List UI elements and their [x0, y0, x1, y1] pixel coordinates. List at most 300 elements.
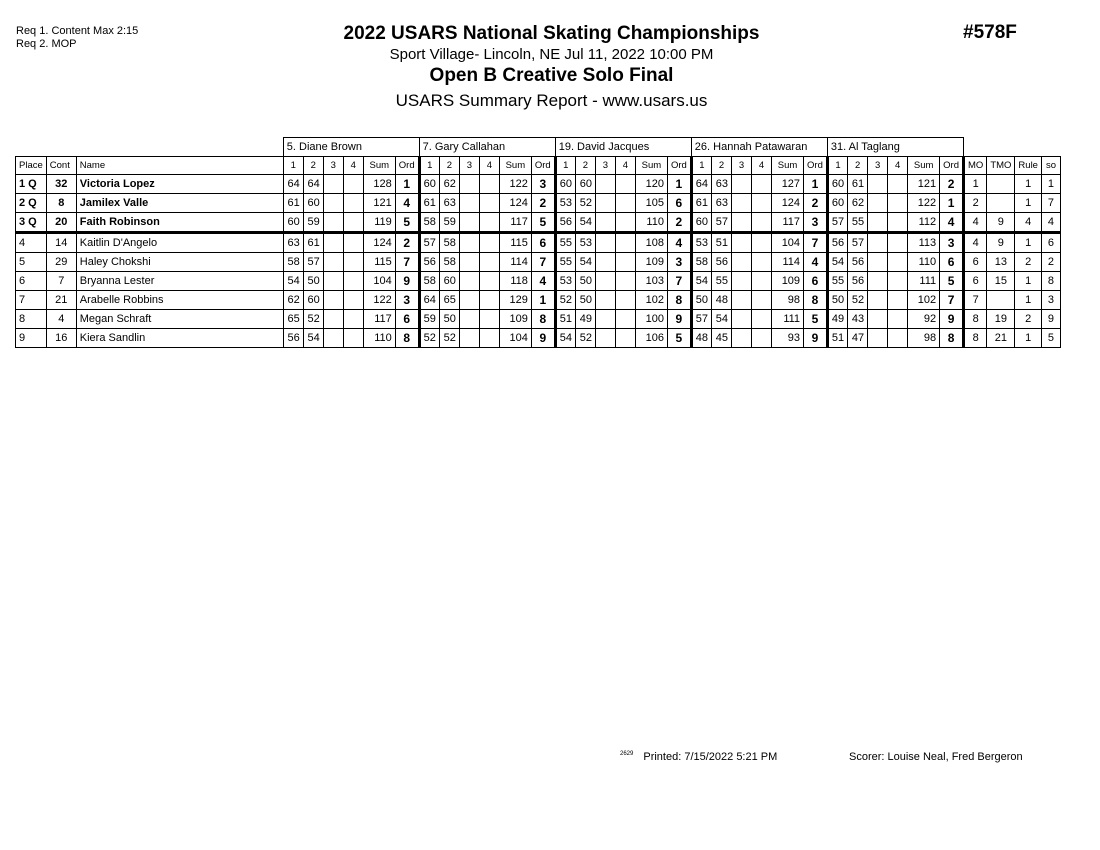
tmo-cell: 9	[987, 213, 1015, 233]
ord-cell: 5	[940, 272, 964, 291]
col-sum: Sum	[499, 157, 531, 175]
score-4-cell	[888, 253, 908, 272]
score-3-cell	[868, 272, 888, 291]
score-1-cell: 61	[419, 194, 439, 213]
score-1-cell: 58	[419, 272, 439, 291]
score-2-cell: 62	[439, 175, 459, 194]
ord-cell: 6	[395, 310, 419, 329]
score-4-cell	[752, 233, 772, 253]
sum-cell: 106	[635, 329, 667, 348]
score-2-cell: 58	[439, 233, 459, 253]
score-4-cell	[888, 213, 908, 233]
score-2-cell: 57	[712, 213, 732, 233]
ord-cell: 2	[940, 175, 964, 194]
score-1-cell: 48	[691, 329, 711, 348]
score-2-cell: 48	[712, 291, 732, 310]
col-sum: Sum	[908, 157, 940, 175]
col-score-2: 2	[575, 157, 595, 175]
score-1-cell: 60	[419, 175, 439, 194]
score-3-cell	[459, 213, 479, 233]
sum-cell: 121	[363, 194, 395, 213]
score-4-cell	[479, 291, 499, 310]
score-1-cell: 55	[555, 233, 575, 253]
rule-cell: 1	[1015, 272, 1042, 291]
sum-cell: 98	[772, 291, 804, 310]
sum-cell: 122	[499, 175, 531, 194]
score-2-cell: 45	[712, 329, 732, 348]
score-3-cell	[323, 175, 343, 194]
mo-cell: 8	[964, 329, 987, 348]
score-2-cell: 52	[439, 329, 459, 348]
judge-name: 26. Hannah Patawaran	[691, 138, 827, 157]
ord-cell: 4	[395, 194, 419, 213]
place-cell: 5	[16, 253, 47, 272]
score-4-cell	[343, 329, 363, 348]
so-cell: 9	[1041, 310, 1060, 329]
score-4-cell	[479, 310, 499, 329]
score-1-cell: 51	[827, 329, 847, 348]
score-2-cell: 50	[575, 291, 595, 310]
col-sum: Sum	[635, 157, 667, 175]
score-1-cell: 64	[419, 291, 439, 310]
score-3-cell	[459, 233, 479, 253]
ord-cell: 9	[667, 310, 691, 329]
col-ord: Ord	[940, 157, 964, 175]
ord-cell: 8	[395, 329, 419, 348]
ord-cell: 9	[804, 329, 828, 348]
cont-cell: 7	[46, 272, 76, 291]
ord-cell: 9	[531, 329, 555, 348]
ord-cell: 4	[667, 233, 691, 253]
sum-cell: 98	[908, 329, 940, 348]
score-2-cell: 52	[303, 310, 323, 329]
rule-cell: 1	[1015, 329, 1042, 348]
col-sum: Sum	[363, 157, 395, 175]
name-cell: Haley Chokshi	[76, 253, 283, 272]
score-4-cell	[343, 272, 363, 291]
score-1-cell: 58	[691, 253, 711, 272]
score-3-cell	[323, 194, 343, 213]
sum-cell: 124	[772, 194, 804, 213]
score-3-cell	[323, 253, 343, 272]
col-place: Place	[16, 157, 47, 175]
score-2-cell: 49	[575, 310, 595, 329]
judge-name: 31. Al Taglang	[827, 138, 963, 157]
sum-cell: 100	[635, 310, 667, 329]
score-3-cell	[323, 233, 343, 253]
col-score-2: 2	[848, 157, 868, 175]
score-4-cell	[888, 310, 908, 329]
sum-cell: 109	[499, 310, 531, 329]
score-2-cell: 52	[848, 291, 868, 310]
ord-cell: 1	[667, 175, 691, 194]
score-2-cell: 54	[575, 213, 595, 233]
score-4-cell	[888, 329, 908, 348]
col-sum: Sum	[772, 157, 804, 175]
ord-cell: 2	[804, 194, 828, 213]
cont-cell: 14	[46, 233, 76, 253]
result-row	[16, 291, 1061, 310]
score-2-cell: 56	[848, 272, 868, 291]
place-cell: 9	[16, 329, 47, 348]
sum-cell: 117	[363, 310, 395, 329]
score-2-cell: 51	[712, 233, 732, 253]
ord-cell: 6	[940, 253, 964, 272]
score-4-cell	[615, 310, 635, 329]
score-1-cell: 55	[827, 272, 847, 291]
name-cell: Faith Robinson	[76, 213, 283, 233]
cont-cell: 20	[46, 213, 76, 233]
col-score-4: 4	[479, 157, 499, 175]
venue-line: Sport Village- Lincoln, NE Jul 11, 2022 10:00 PM	[389, 46, 714, 63]
score-2-cell: 61	[303, 233, 323, 253]
ord-cell: 5	[531, 213, 555, 233]
name-cell: Jamilex Valle	[76, 194, 283, 213]
requirement-1: Req 1. Content Max 2:15	[16, 25, 139, 37]
mo-cell: 6	[964, 272, 987, 291]
score-1-cell: 53	[555, 272, 575, 291]
col-ord: Ord	[667, 157, 691, 175]
score-1-cell: 56	[827, 233, 847, 253]
score-1-cell: 56	[555, 213, 575, 233]
cont-cell: 16	[46, 329, 76, 348]
score-2-cell: 63	[439, 194, 459, 213]
sum-cell: 113	[908, 233, 940, 253]
so-cell: 7	[1041, 194, 1060, 213]
score-1-cell: 53	[555, 194, 575, 213]
result-row	[16, 272, 1061, 291]
col-score-1: 1	[283, 157, 303, 175]
sum-cell: 122	[908, 194, 940, 213]
score-2-cell: 54	[712, 310, 732, 329]
score-4-cell	[343, 194, 363, 213]
ord-cell: 7	[804, 233, 828, 253]
mo-cell: 8	[964, 310, 987, 329]
score-2-cell: 60	[303, 194, 323, 213]
col-ord: Ord	[531, 157, 555, 175]
score-1-cell: 64	[691, 175, 711, 194]
cont-cell: 4	[46, 310, 76, 329]
score-2-cell: 62	[848, 194, 868, 213]
ord-cell: 7	[531, 253, 555, 272]
score-2-cell: 55	[712, 272, 732, 291]
score-2-cell: 50	[303, 272, 323, 291]
score-2-cell: 58	[439, 253, 459, 272]
score-3-cell	[732, 175, 752, 194]
score-3-cell	[323, 213, 343, 233]
rule-cell: 1	[1015, 233, 1042, 253]
score-3-cell	[732, 253, 752, 272]
sum-cell: 92	[908, 310, 940, 329]
score-4-cell	[615, 291, 635, 310]
score-1-cell: 51	[555, 310, 575, 329]
ord-cell: 8	[531, 310, 555, 329]
score-4-cell	[615, 272, 635, 291]
col-so: so	[1041, 157, 1060, 175]
so-cell: 3	[1041, 291, 1060, 310]
score-2-cell: 54	[303, 329, 323, 348]
sum-cell: 109	[635, 253, 667, 272]
score-3-cell	[459, 329, 479, 348]
sum-cell: 105	[635, 194, 667, 213]
tmo-cell	[987, 194, 1015, 213]
score-3-cell	[459, 175, 479, 194]
ord-cell: 4	[531, 272, 555, 291]
rule-cell: 4	[1015, 213, 1042, 233]
score-4-cell	[888, 272, 908, 291]
ord-cell: 5	[804, 310, 828, 329]
score-1-cell: 59	[419, 310, 439, 329]
sum-cell: 93	[772, 329, 804, 348]
place-cell: 1 Q	[16, 175, 47, 194]
score-1-cell: 60	[827, 175, 847, 194]
score-4-cell	[479, 175, 499, 194]
score-3-cell	[595, 329, 615, 348]
score-2-cell: 61	[848, 175, 868, 194]
requirements	[16, 25, 138, 51]
col-score-2: 2	[439, 157, 459, 175]
score-4-cell	[615, 175, 635, 194]
ord-cell: 1	[804, 175, 828, 194]
col-score-4: 4	[343, 157, 363, 175]
ord-cell: 1	[940, 194, 964, 213]
ord-cell: 1	[395, 175, 419, 194]
col-ord: Ord	[395, 157, 419, 175]
score-1-cell: 64	[283, 175, 303, 194]
name-cell: Kaitlin D'Angelo	[76, 233, 283, 253]
sum-cell: 117	[772, 213, 804, 233]
score-2-cell: 60	[575, 175, 595, 194]
score-3-cell	[732, 310, 752, 329]
score-1-cell: 54	[283, 272, 303, 291]
place-cell: 3 Q	[16, 213, 47, 233]
score-4-cell	[479, 213, 499, 233]
score-1-cell: 61	[283, 194, 303, 213]
judge-name: 5. Diane Brown	[283, 138, 419, 157]
cont-cell: 29	[46, 253, 76, 272]
tmo-cell: 15	[987, 272, 1015, 291]
mo-cell: 6	[964, 253, 987, 272]
cont-cell: 32	[46, 175, 76, 194]
score-4-cell	[479, 194, 499, 213]
score-2-cell: 56	[848, 253, 868, 272]
score-2-cell: 43	[848, 310, 868, 329]
score-2-cell: 63	[712, 194, 732, 213]
score-4-cell	[752, 253, 772, 272]
score-1-cell: 50	[691, 291, 711, 310]
mo-cell: 4	[964, 233, 987, 253]
score-4-cell	[615, 329, 635, 348]
sum-cell: 104	[499, 329, 531, 348]
so-cell: 4	[1041, 213, 1060, 233]
score-1-cell: 54	[555, 329, 575, 348]
col-score-1: 1	[555, 157, 575, 175]
score-4-cell	[615, 233, 635, 253]
name-cell: Bryanna Lester	[76, 272, 283, 291]
score-3-cell	[868, 175, 888, 194]
mo-cell: 2	[964, 194, 987, 213]
name-cell: Victoria Lopez	[76, 175, 283, 194]
col-rule: Rule	[1015, 157, 1042, 175]
col-score-3: 3	[868, 157, 888, 175]
championship-title: 2022 USARS National Skating Championships	[343, 23, 760, 44]
sum-cell: 128	[363, 175, 395, 194]
score-3-cell	[595, 213, 615, 233]
score-4-cell	[615, 253, 635, 272]
score-2-cell: 57	[848, 233, 868, 253]
report-code: 2629	[620, 751, 634, 757]
score-3-cell	[459, 253, 479, 272]
score-3-cell	[595, 175, 615, 194]
score-3-cell	[732, 329, 752, 348]
ord-cell: 7	[940, 291, 964, 310]
score-4-cell	[888, 194, 908, 213]
ord-cell: 6	[667, 194, 691, 213]
score-3-cell	[732, 194, 752, 213]
score-3-cell	[732, 272, 752, 291]
ord-cell: 5	[667, 329, 691, 348]
result-row	[16, 175, 1061, 194]
score-3-cell	[595, 310, 615, 329]
column-header-row	[16, 157, 1061, 175]
place-cell: 6	[16, 272, 47, 291]
score-3-cell	[459, 310, 479, 329]
score-4-cell	[343, 291, 363, 310]
tmo-cell: 19	[987, 310, 1015, 329]
score-3-cell	[595, 272, 615, 291]
printed-info	[620, 751, 777, 763]
score-4-cell	[752, 272, 772, 291]
result-row	[16, 310, 1061, 329]
score-1-cell: 55	[555, 253, 575, 272]
ord-cell: 7	[395, 253, 419, 272]
col-tmo: TMO	[987, 157, 1015, 175]
col-score-3: 3	[732, 157, 752, 175]
so-cell: 6	[1041, 233, 1060, 253]
sum-cell: 114	[499, 253, 531, 272]
sum-cell: 117	[499, 213, 531, 233]
sum-cell: 121	[908, 175, 940, 194]
ord-cell: 6	[531, 233, 555, 253]
score-1-cell: 56	[419, 253, 439, 272]
ord-cell: 1	[531, 291, 555, 310]
score-4-cell	[343, 175, 363, 194]
score-2-cell: 59	[303, 213, 323, 233]
col-mo: MO	[964, 157, 987, 175]
sum-cell: 120	[635, 175, 667, 194]
ord-cell: 9	[940, 310, 964, 329]
result-row	[16, 233, 1061, 253]
ord-cell: 6	[804, 272, 828, 291]
score-2-cell: 60	[439, 272, 459, 291]
result-row	[16, 213, 1061, 233]
score-1-cell: 52	[555, 291, 575, 310]
score-4-cell	[615, 213, 635, 233]
result-row	[16, 253, 1061, 272]
place-cell: 7	[16, 291, 47, 310]
score-3-cell	[595, 233, 615, 253]
place-cell: 2 Q	[16, 194, 47, 213]
sum-cell: 129	[499, 291, 531, 310]
tmo-cell	[987, 291, 1015, 310]
event-number: #578F	[963, 22, 1017, 43]
sum-cell: 110	[635, 213, 667, 233]
score-3-cell	[732, 213, 752, 233]
mo-cell: 1	[964, 175, 987, 194]
score-2-cell: 50	[439, 310, 459, 329]
score-1-cell: 54	[827, 253, 847, 272]
score-3-cell	[459, 272, 479, 291]
score-2-cell: 65	[439, 291, 459, 310]
score-3-cell	[868, 329, 888, 348]
score-3-cell	[459, 194, 479, 213]
score-4-cell	[752, 329, 772, 348]
score-3-cell	[868, 213, 888, 233]
sum-cell: 119	[363, 213, 395, 233]
tmo-cell: 21	[987, 329, 1015, 348]
mo-cell: 4	[964, 213, 987, 233]
score-3-cell	[868, 291, 888, 310]
score-1-cell: 57	[691, 310, 711, 329]
sum-cell: 108	[635, 233, 667, 253]
report-header	[300, 22, 803, 112]
ord-cell: 3	[531, 175, 555, 194]
sum-cell: 111	[772, 310, 804, 329]
score-4-cell	[752, 213, 772, 233]
sum-cell: 110	[908, 253, 940, 272]
score-3-cell	[595, 253, 615, 272]
score-3-cell	[459, 291, 479, 310]
ord-cell: 9	[395, 272, 419, 291]
score-3-cell	[595, 291, 615, 310]
name-cell: Kiera Sandlin	[76, 329, 283, 348]
score-4-cell	[479, 253, 499, 272]
sum-cell: 104	[363, 272, 395, 291]
score-2-cell: 47	[848, 329, 868, 348]
requirement-2: Req 2. MOP	[16, 38, 77, 50]
judge-name: 19. David Jacques	[555, 138, 691, 157]
score-3-cell	[868, 194, 888, 213]
col-score-4: 4	[615, 157, 635, 175]
rule-cell: 1	[1015, 291, 1042, 310]
sum-cell: 118	[499, 272, 531, 291]
score-1-cell: 62	[283, 291, 303, 310]
score-4-cell	[343, 233, 363, 253]
place-cell: 4	[16, 233, 47, 253]
rule-cell: 1	[1015, 194, 1042, 213]
score-1-cell: 52	[419, 329, 439, 348]
sum-cell: 112	[908, 213, 940, 233]
ord-cell: 3	[804, 213, 828, 233]
cont-cell: 8	[46, 194, 76, 213]
score-1-cell: 63	[283, 233, 303, 253]
score-2-cell: 54	[575, 253, 595, 272]
sum-cell: 115	[499, 233, 531, 253]
ord-cell: 4	[804, 253, 828, 272]
col-score-1: 1	[827, 157, 847, 175]
score-4-cell	[479, 272, 499, 291]
sum-cell: 127	[772, 175, 804, 194]
place-cell: 8	[16, 310, 47, 329]
score-2-cell: 55	[848, 213, 868, 233]
col-cont: Cont	[46, 157, 76, 175]
score-2-cell: 52	[575, 194, 595, 213]
score-4-cell	[343, 213, 363, 233]
col-score-3: 3	[595, 157, 615, 175]
score-1-cell: 60	[691, 213, 711, 233]
judge-header-row	[16, 138, 1061, 157]
score-3-cell	[732, 233, 752, 253]
